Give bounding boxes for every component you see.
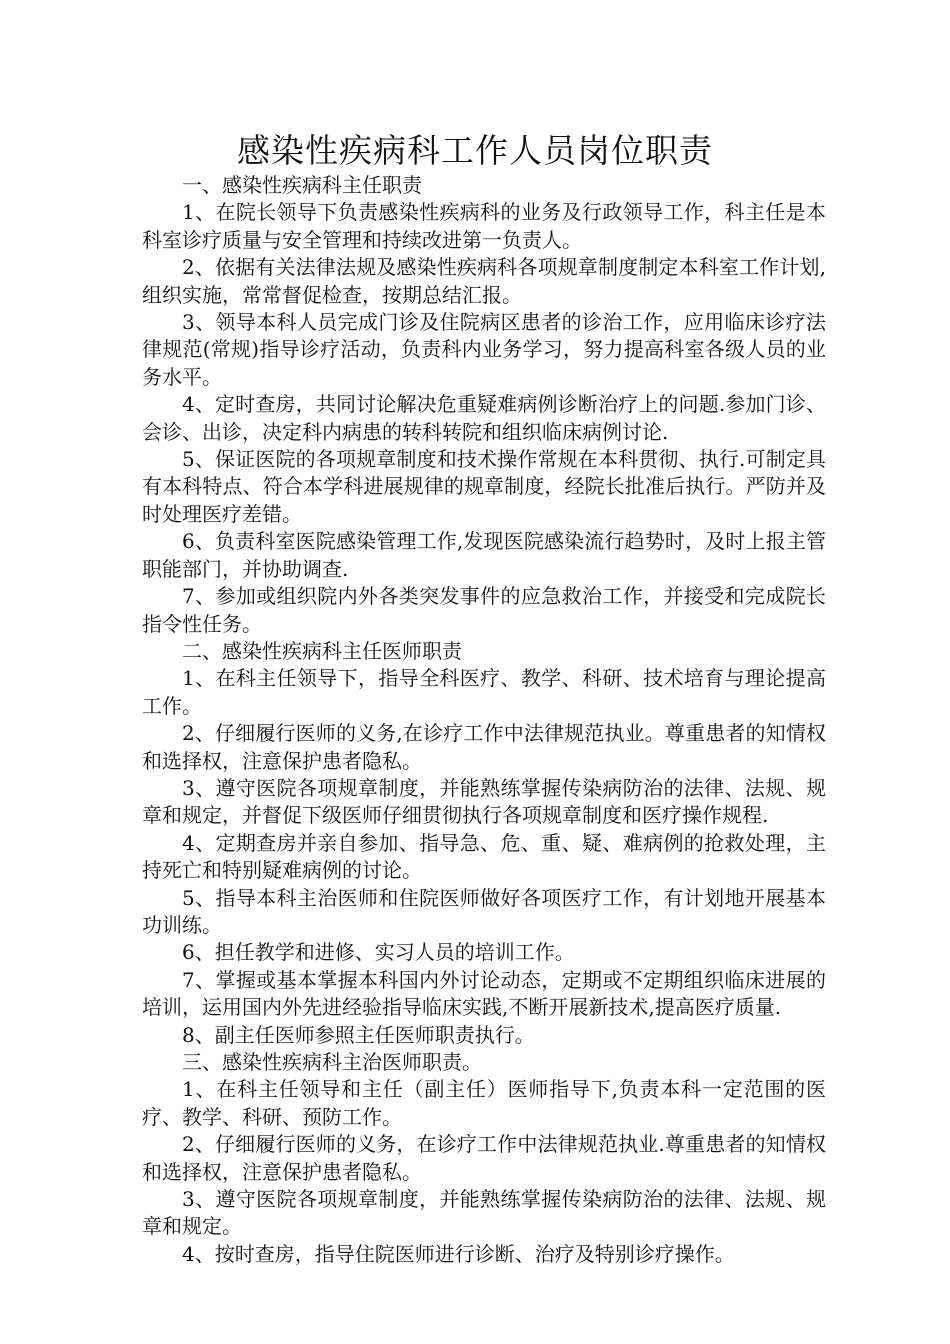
paragraph: 6、负责科室医院感染管理工作,发现医院感染流行趋势时，及时上报主管职能部门，并协助调查. <box>142 529 826 581</box>
paragraph: 6、担任教学和进修、实习人员的培训工作。 <box>182 940 575 965</box>
paragraph: 1、在科主任领导下，指导全科医疗、教学、科研、技术培育与理论提高工作。 <box>142 666 826 718</box>
paragraph: 7、参加或组织院内外各类突发事件的应急救治工作，并接受和完成院长指令性任务。 <box>142 584 826 636</box>
paragraph: 3、遵守医院各项规章制度，并能熟练掌握传染病防治的法律、法规、规章和规定。 <box>142 1187 826 1239</box>
paragraph: 5、指导本科主治医师和住院医师做好各项医疗工作，有计划地开展基本功训练。 <box>142 885 826 937</box>
paragraph: 2、仔细履行医师的义务,在诊疗工作中法律规范执业。尊重患者的知情权和选择权，注意保护患者隐私。 <box>142 721 826 773</box>
paragraph: 2、仔细履行医师的义务，在诊疗工作中法律规范执业.尊重患者的知情权和选择权，注意保护患者隐私。 <box>142 1132 826 1184</box>
paragraph: 3、遵守医院各项规章制度，并能熟练掌握传染病防治的法律、法规、规章和规定，并督促下级医师仔细贯彻执行各项规章制度和医疗操作规程. <box>142 775 826 828</box>
paragraph: 1、在科主任领导和主任（副主任）医师指导下,负责本科一定范围的医疗、教学、科研、预防工作。 <box>142 1077 826 1129</box>
paragraph: 3、领导本科人员完成门诊及住院病区患者的诊治工作，应用临床诊疗法律规范(常规)指导诊疗活动，负责科内业务学习，努力提高科室各级人员的业务水平。 <box>142 310 826 389</box>
section-heading-attending-physician: 三、感染性疾病科主治医师职责。 <box>182 1050 482 1074</box>
section-heading-director: 一、感染性疾病科主任职责 <box>182 173 422 197</box>
paragraph: 4、定时查房，共同讨论解决危重疑难病例诊断治疗上的问题.参加门诊、会诊、出诊，决定科内病患的转科转院和组织临床病例讨论. <box>142 392 826 444</box>
document-body <box>142 172 826 1268</box>
paragraph: 5、保证医院的各项规章制度和技术操作常规在本科贯彻、执行.可制定具有本科特点、符合本学科进展规律的规章制度，经院长批准后执行。严防并及时处理医疗差错。 <box>142 447 826 526</box>
paragraph: 1、在院长领导下负责感染性疾病科的业务及行政领导工作，科主任是本科室诊疗质量与安全管理和持续改进第一负责人。 <box>142 200 826 252</box>
paragraph: 8、副主任医师参照主任医师职责执行。 <box>182 1022 535 1047</box>
paragraph: 4、定期查房并亲自参加、指导急、危、重、疑、难病例的抢救处理，主持死亡和特别疑难病例的讨论。 <box>142 830 826 883</box>
paragraph: 4、按时查房，指导住院医师进行诊断、治疗及特别诊疗操作。 <box>182 1241 735 1266</box>
page-title: 感染性疾病科工作人员岗位职责 <box>237 131 713 170</box>
paragraph: 7、掌握或基本掌握本科国内外讨论动态，定期或不定期组织临床进展的培训，运用国内外先进经验指导临床实践,不断开展新技术,提高医疗质量. <box>142 967 826 1020</box>
section-heading-chief-physician: 二、感染性疾病科主任医师职责 <box>182 638 462 663</box>
paragraph: 2、依据有关法律法规及感染性疾病科各项规章制度制定本科室工作计划,组织实施，常常督促检查，按期总结汇报。 <box>142 255 826 307</box>
